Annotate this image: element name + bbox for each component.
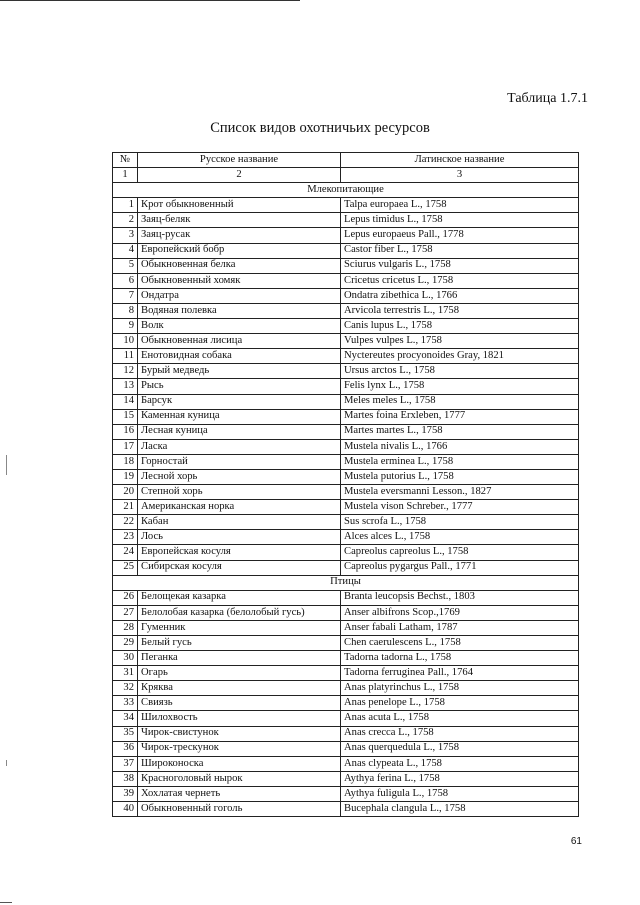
table-row (113, 756, 579, 771)
latin-name: Anser fabali Latham, 1787 (341, 620, 579, 635)
table-row (113, 530, 579, 545)
latin-name: Sciurus vulgaris L., 1758 (341, 258, 579, 273)
russian-name: Заяц-беляк (138, 213, 341, 228)
russian-name: Шилохвость (138, 711, 341, 726)
table-row (113, 605, 579, 620)
table-row (113, 681, 579, 696)
row-number: 39 (113, 786, 138, 801)
table-row (113, 560, 579, 575)
russian-name: Обыкновенная лисица (138, 334, 341, 349)
latin-name: Mustela vison Schreber., 1777 (341, 500, 579, 515)
section-row (113, 575, 579, 590)
latin-name: Lepus timidus L., 1758 (341, 213, 579, 228)
russian-name: Бурый медведь (138, 364, 341, 379)
row-number: 10 (113, 334, 138, 349)
latin-name: Martes foina Erxleben, 1777 (341, 409, 579, 424)
row-number: 2 (113, 213, 138, 228)
table-row (113, 394, 579, 409)
latin-name: Mustela nivalis L., 1766 (341, 439, 579, 454)
russian-name: Белощекая казарка (138, 590, 341, 605)
table-row (113, 500, 579, 515)
russian-name: Европейская косуля (138, 545, 341, 560)
latin-name: Branta leucopsis Bechst., 1803 (341, 590, 579, 605)
table-row (113, 651, 579, 666)
russian-name: Барсук (138, 394, 341, 409)
table-body (113, 183, 579, 817)
latin-name: Vulpes vulpes L., 1758 (341, 334, 579, 349)
row-number: 11 (113, 349, 138, 364)
scan-margin-mark (6, 455, 7, 475)
table-row (113, 364, 579, 379)
russian-name: Свиязь (138, 696, 341, 711)
russian-name: Сибирская косуля (138, 560, 341, 575)
row-number: 21 (113, 500, 138, 515)
table-row (113, 213, 579, 228)
table-row (113, 243, 579, 258)
table-row (113, 288, 579, 303)
russian-name: Обыкновенный хомяк (138, 273, 341, 288)
table-row (113, 454, 579, 469)
russian-name: Горностай (138, 454, 341, 469)
latin-name: Tadorna tadorna L., 1758 (341, 651, 579, 666)
row-number: 5 (113, 258, 138, 273)
russian-name: Гуменник (138, 620, 341, 635)
row-number: 1 (113, 198, 138, 213)
row-number: 6 (113, 273, 138, 288)
row-number: 33 (113, 696, 138, 711)
russian-name: Чирок-свистунок (138, 726, 341, 741)
header-latin-name: Латинское название (341, 153, 579, 168)
table-row (113, 545, 579, 560)
column-number-row (113, 168, 579, 183)
latin-name: Lepus europaeus Pall., 1778 (341, 228, 579, 243)
latin-name: Cricetus cricetus L., 1758 (341, 273, 579, 288)
table-row (113, 439, 579, 454)
latin-name: Aythya ferina L., 1758 (341, 771, 579, 786)
russian-name: Лось (138, 530, 341, 545)
latin-name: Aythya fuligula L., 1758 (341, 786, 579, 801)
table-row (113, 273, 579, 288)
table-row (113, 319, 579, 334)
russian-name: Обыкновенная белка (138, 258, 341, 273)
section-title: Птицы (113, 575, 579, 590)
row-number: 29 (113, 636, 138, 651)
table-row (113, 786, 579, 801)
latin-name: Bucephala clangula L., 1758 (341, 802, 579, 817)
table-row (113, 303, 579, 318)
russian-name: Кабан (138, 515, 341, 530)
row-number: 40 (113, 802, 138, 817)
table-row (113, 590, 579, 605)
russian-name: Белый гусь (138, 636, 341, 651)
latin-name: Anas acuta L., 1758 (341, 711, 579, 726)
latin-name: Castor fiber L., 1758 (341, 243, 579, 258)
latin-name: Alces alces L., 1758 (341, 530, 579, 545)
row-number: 35 (113, 726, 138, 741)
section-title: Млекопитающие (113, 183, 579, 198)
latin-name: Mustela putorius L., 1758 (341, 469, 579, 484)
row-number: 16 (113, 424, 138, 439)
latin-name: Talpa europaea L., 1758 (341, 198, 579, 213)
row-number: 18 (113, 454, 138, 469)
latin-name: Anas platyrinchus L., 1758 (341, 681, 579, 696)
russian-name: Рысь (138, 379, 341, 394)
table-row (113, 726, 579, 741)
russian-name: Водяная полевка (138, 303, 341, 318)
column-number: 3 (341, 168, 579, 183)
table-row (113, 198, 579, 213)
latin-name: Martes martes L., 1758 (341, 424, 579, 439)
russian-name: Степной хорь (138, 485, 341, 500)
table-row (113, 379, 579, 394)
table-row (113, 802, 579, 817)
row-number: 23 (113, 530, 138, 545)
latin-name: Capreolus pygargus Pall., 1771 (341, 560, 579, 575)
latin-name: Tadorna ferruginea Pall., 1764 (341, 666, 579, 681)
table-row (113, 258, 579, 273)
latin-name: Arvicola terrestris L., 1758 (341, 303, 579, 318)
latin-name: Anser albifrons Scop.,1769 (341, 605, 579, 620)
row-number: 22 (113, 515, 138, 530)
russian-name: Американская норка (138, 500, 341, 515)
table-row (113, 228, 579, 243)
russian-name: Красноголовый нырок (138, 771, 341, 786)
russian-name: Крот обыкновенный (138, 198, 341, 213)
russian-name: Обыкновенный гоголь (138, 802, 341, 817)
table-row (113, 741, 579, 756)
scan-margin-mark (6, 760, 7, 766)
row-number: 17 (113, 439, 138, 454)
row-number: 15 (113, 409, 138, 424)
row-number: 27 (113, 605, 138, 620)
header-russian-name: Русское название (138, 153, 341, 168)
row-number: 30 (113, 651, 138, 666)
row-number: 34 (113, 711, 138, 726)
latin-name: Anas penelope L., 1758 (341, 696, 579, 711)
row-number: 4 (113, 243, 138, 258)
header-number: № (113, 153, 138, 168)
species-table (112, 152, 579, 817)
section-row (113, 183, 579, 198)
latin-name: Anas clypeata L., 1758 (341, 756, 579, 771)
row-number: 26 (113, 590, 138, 605)
table-row (113, 515, 579, 530)
row-number: 36 (113, 741, 138, 756)
table-caption: Таблица 1.7.1 (507, 91, 588, 106)
row-number: 32 (113, 681, 138, 696)
table-row (113, 696, 579, 711)
table-row (113, 711, 579, 726)
page-number: 61 (570, 836, 582, 847)
russian-name: Ласка (138, 439, 341, 454)
row-number: 20 (113, 485, 138, 500)
russian-name: Ондатра (138, 288, 341, 303)
russian-name: Волк (138, 319, 341, 334)
row-number: 25 (113, 560, 138, 575)
russian-name: Хохлатая чернеть (138, 786, 341, 801)
table-row (113, 485, 579, 500)
page-title: Список видов охотничьих ресурсов (210, 120, 430, 136)
column-number: 2 (138, 168, 341, 183)
top-rule (0, 0, 300, 1)
table-row (113, 334, 579, 349)
russian-name: Заяц-русак (138, 228, 341, 243)
latin-name: Nyctereutes procyonoides Gray, 1821 (341, 349, 579, 364)
row-number: 14 (113, 394, 138, 409)
row-number: 13 (113, 379, 138, 394)
header-row (113, 153, 579, 168)
latin-name: Mustela eversmanni Lesson., 1827 (341, 485, 579, 500)
column-number: 1 (113, 168, 138, 183)
russian-name: Пеганка (138, 651, 341, 666)
table-row (113, 424, 579, 439)
row-number: 12 (113, 364, 138, 379)
table-row (113, 620, 579, 635)
row-number: 24 (113, 545, 138, 560)
row-number: 38 (113, 771, 138, 786)
latin-name: Meles meles L., 1758 (341, 394, 579, 409)
latin-name: Ursus arctos L., 1758 (341, 364, 579, 379)
latin-name: Chen caerulescens L., 1758 (341, 636, 579, 651)
bottom-rule (0, 902, 12, 903)
russian-name: Лесной хорь (138, 469, 341, 484)
latin-name: Felis lynx L., 1758 (341, 379, 579, 394)
russian-name: Чирок-трескунок (138, 741, 341, 756)
row-number: 7 (113, 288, 138, 303)
row-number: 28 (113, 620, 138, 635)
russian-name: Широконоска (138, 756, 341, 771)
table-row (113, 409, 579, 424)
russian-name: Лесная куница (138, 424, 341, 439)
latin-name: Mustela erminea L., 1758 (341, 454, 579, 469)
russian-name: Каменная куница (138, 409, 341, 424)
row-number: 9 (113, 319, 138, 334)
latin-name: Canis lupus L., 1758 (341, 319, 579, 334)
row-number: 19 (113, 469, 138, 484)
row-number: 8 (113, 303, 138, 318)
table-row (113, 636, 579, 651)
table-row (113, 771, 579, 786)
latin-name: Anas crecca L., 1758 (341, 726, 579, 741)
russian-name: Огарь (138, 666, 341, 681)
latin-name: Sus scrofa L., 1758 (341, 515, 579, 530)
russian-name: Европейский бобр (138, 243, 341, 258)
russian-name: Енотовидная собака (138, 349, 341, 364)
row-number: 37 (113, 756, 138, 771)
latin-name: Ondatra zibethica L., 1766 (341, 288, 579, 303)
row-number: 31 (113, 666, 138, 681)
row-number: 3 (113, 228, 138, 243)
table-row (113, 469, 579, 484)
russian-name: Кряква (138, 681, 341, 696)
russian-name: Белолобая казарка (белолобый гусь) (138, 605, 341, 620)
table-row (113, 666, 579, 681)
table-row (113, 349, 579, 364)
latin-name: Anas querquedula L., 1758 (341, 741, 579, 756)
latin-name: Capreolus capreolus L., 1758 (341, 545, 579, 560)
